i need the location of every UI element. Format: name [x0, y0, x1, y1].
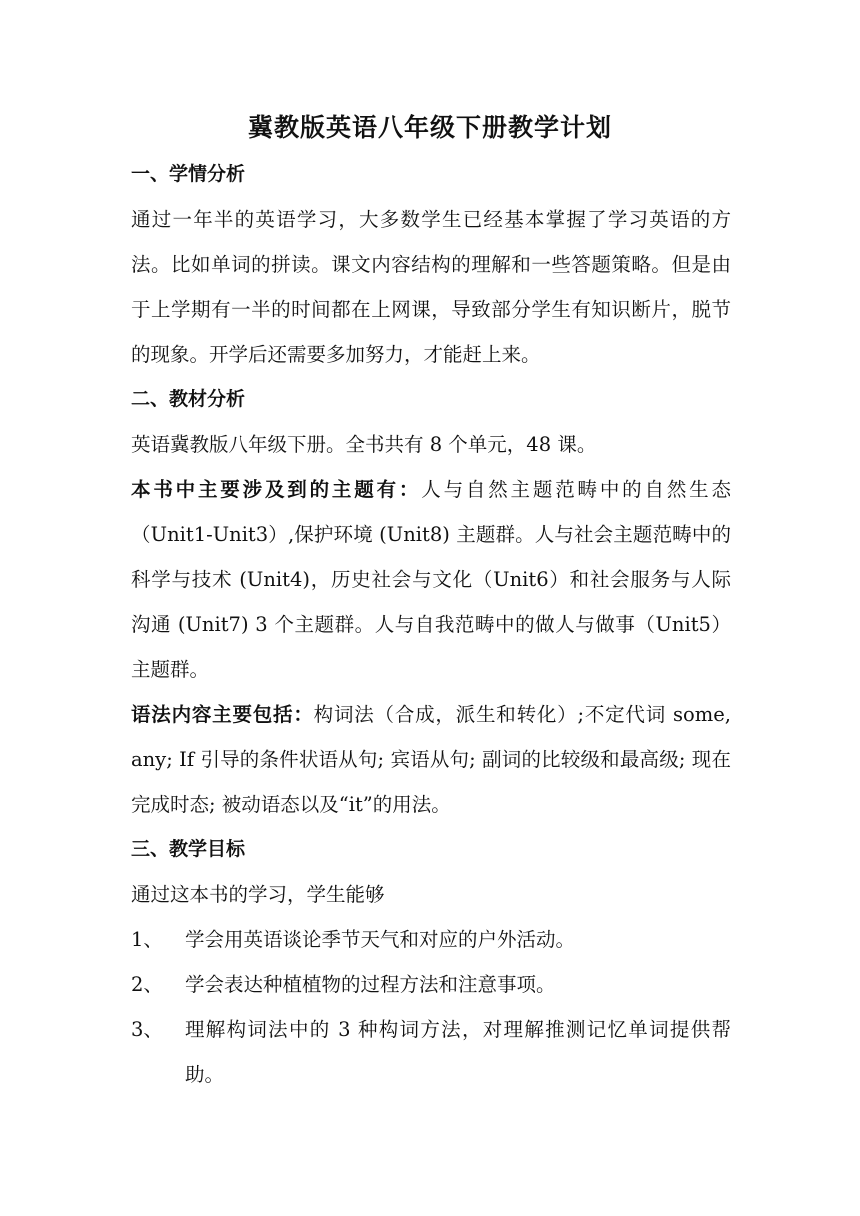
- themes-lead: 本书中主要涉及到的主题有：: [131, 478, 422, 501]
- list-item-text: 理解构词法中的 3 种构词方法，对理解推测记忆单词提供帮助。: [185, 1018, 731, 1086]
- section-2-paragraph-1: 英语冀教版八年级下册。全书共有 8 个单元，48 课。: [131, 433, 597, 456]
- list-item: [131, 1007, 731, 1097]
- section-heading-2: 二、教材分析: [131, 388, 246, 410]
- list-item-number: 3、: [131, 1018, 163, 1041]
- section-heading-1: 一、学情分析: [131, 163, 246, 185]
- list-item-number: 1、: [131, 928, 163, 951]
- grammar-text: 构词法（合成，派生和转化）;不定代词 some, any; If 引导的条件状语从句; 宾语从句; 副词的比较级和最高级; 现在完成时态; 被动语态以及“it”的用法。: [131, 703, 731, 816]
- grammar-lead: 语法内容主要包括：: [131, 703, 314, 726]
- themes-text: 人与自然主题范畴中的自然生态（Unit1-Unit3）,保护环境 (Unit8) 主题群。人与社会主题范畴中的科学与技术 (Unit4)，历史社会与文化（Unit6）和社会服务与人际沟通 (Unit7) 3 个主题群。人与自我范畴中的做人与做事（Unit5）主题群。: [131, 478, 731, 681]
- section-3-intro: 通过这本书的学习，学生能够: [131, 883, 385, 906]
- section-heading-3: 三、教学目标: [131, 838, 246, 860]
- section-2-grammar-paragraph: [131, 692, 731, 827]
- list-item-text: 学会表达种植植物的过程方法和注意事项。: [185, 973, 556, 996]
- list-item: [131, 962, 731, 1007]
- list-item-number: 2、: [131, 973, 163, 996]
- document-body: [131, 152, 731, 1097]
- section-1-paragraph: 通过一年半的英语学习，大多数学生已经基本掌握了学习英语的方法。比如单词的拼读。课文内容结构的理解和一些答题策略。但是由于上学期有一半的时间都在上网课，导致部分学生有知识断片，脱节的现象。开学后还需要多加努力，才能赶上来。: [131, 208, 731, 366]
- list-item-text: 学会用英语谈论季节天气和对应的户外活动。: [185, 928, 576, 951]
- list-item: [131, 917, 731, 962]
- document-title: 冀教版英语八年级下册教学计划: [247, 113, 612, 142]
- section-2-themes-paragraph: [131, 467, 731, 692]
